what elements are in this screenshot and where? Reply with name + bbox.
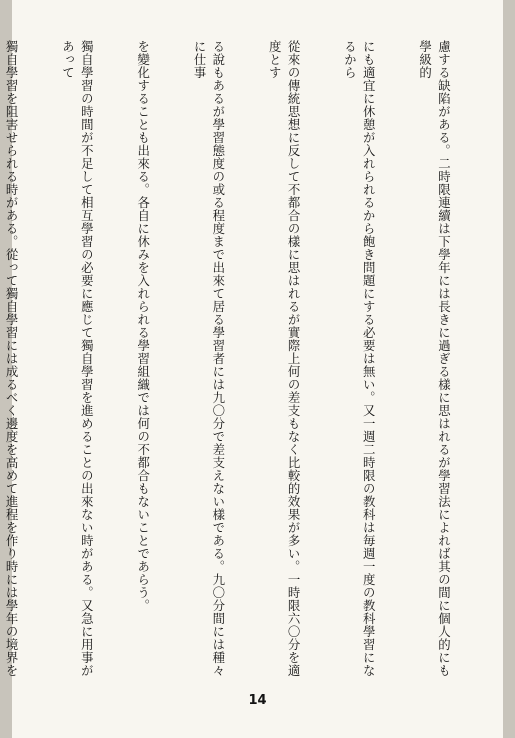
text-line-6: 獨自學習の時間が不足して相互學習の必要に應じて獨自學習を進めることの出來ない時がある。又急に用事があって	[60, 40, 95, 677]
text-line-7: 獨自學習を阻害せられる時がある。從って獨自學習には成るべく邊度を高めて進程を作り時には學年の境界を	[4, 40, 20, 677]
scan-edge-right	[503, 0, 515, 738]
text-line-5: を變化することも出來る。各自に休みを入れられる學習組織では何の不都合もないことであらう。	[135, 40, 151, 612]
page-number: 14	[248, 693, 267, 708]
text-line-4: る說もあるが學習態度の或る程度まで出來て居る學習者には九〇分で差支えない樣である。九〇分間には種々に仕事	[192, 40, 226, 677]
text-line-1: 慮する缺陷がある。二時限連續は下學年には長きに過ぎる樣に思はれるが學習法によれば其の間に個人的にも學級的	[417, 40, 452, 677]
text-line-3: 從來の傳統思想に反して不都合の樣に思はれるが實際上何の差支もなく比較的效果が多い。一時限六〇分を適度とす	[267, 40, 302, 677]
vertical-text-body	[4, 40, 490, 680]
text-line-2: にも適宜に休憩が入れられるから飽き問題にする必要は無い。又一週二時限の教科は毎週一度の教科學習になるから	[342, 40, 377, 677]
